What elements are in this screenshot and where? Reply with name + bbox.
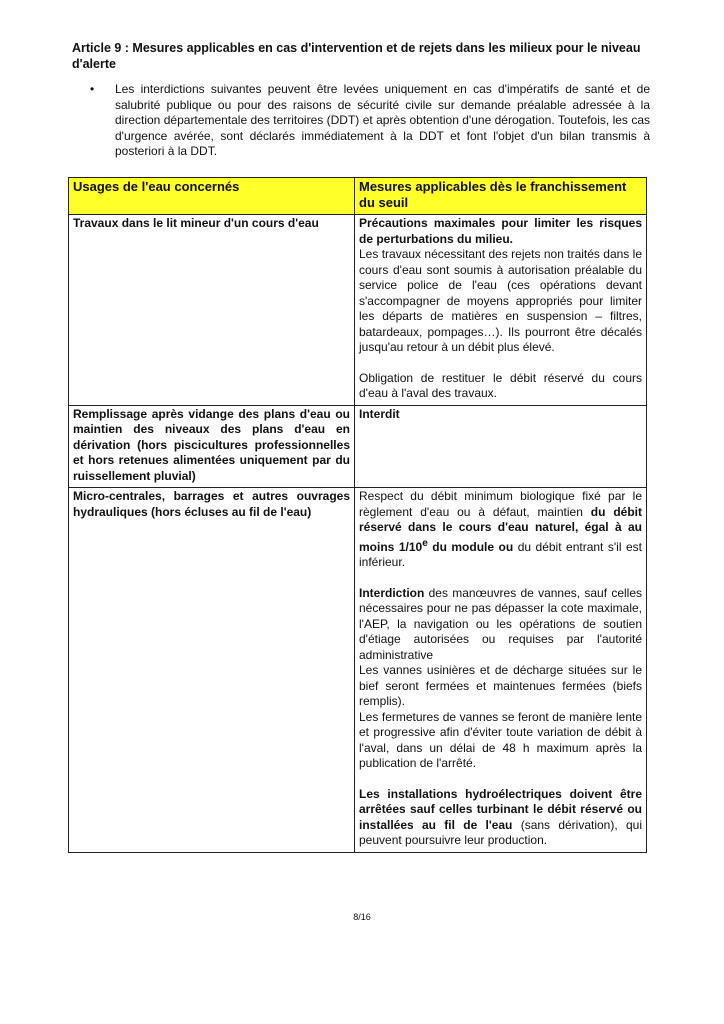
- measure-paragraph: [359, 489, 642, 571]
- measure-text: Les fermetures de vannes se feront de manière lente et progressive afin d'éviter toute variation de débit à l'aval, dans un délai de 48 h maximum après la publication de l'arrêté.: [359, 709, 642, 770]
- table-row: [69, 488, 647, 853]
- usage-cell: Micro-centrales, barrages et autres ouvrages hydrauliques (hors écluses au fil de l'eau): [69, 488, 355, 853]
- superscript: e: [422, 537, 428, 549]
- measure-text: Obligation de restituer le débit réservé du cours d'eau à l'aval des travaux.: [359, 370, 642, 400]
- measure-paragraph: [359, 787, 642, 849]
- measure-text: Les travaux nécessitant des rejets non traités dans le cours d'eau sont soumis à autorisation préalable du service police de l'eau (ces opérations devant s'accompagner de moyens appropriés pour limiter les départs de matières en suspension – filtres, batardeaux, pompages…). Ils pourront être décalés jusqu'au retour à un débit plus élevé.: [359, 247, 642, 354]
- measure-text: Les vannes usinières et de décharge situées sur le bief seront fermées et maintenues fermées (biefs remplis).: [359, 663, 642, 708]
- measure-text: des manœuvres de vannes, sauf celles nécessaires pour ne pas dépasser la cote maximale, l'AEP, la navigation ou les opérations de soutien d'étiage autorisées ou requises par l'autorité administrative: [359, 585, 642, 662]
- measure-text: Précautions maximales pour limiter les risques de perturbations du milieu.: [359, 216, 642, 246]
- intro-paragraph: [90, 82, 650, 160]
- table-row: [69, 405, 647, 488]
- usage-cell: Travaux dans le lit mineur d'un cours d'eau: [69, 215, 355, 406]
- measure-text: Interdit: [359, 406, 400, 421]
- header-mesures: Mesures applicables dès le franchissement du seuil: [355, 178, 647, 215]
- measure-text: Respect du débit minimum biologique fixé par le règlement d'eau ou à défaut, maintien: [359, 489, 642, 519]
- measure-text-bold: du module ou: [427, 539, 514, 554]
- measure-cell: [355, 488, 647, 853]
- measure-text-bold: du débit réservé dans le cours d'eau naturel, égal à au moins 1/10: [359, 504, 642, 554]
- measure-text: (sans dérivation), qui peuvent poursuivre leur production.: [359, 817, 642, 847]
- measure-text: du débit entrant s'il est inférieur.: [359, 539, 642, 569]
- measures-table: [68, 177, 647, 853]
- page-number: 8/16: [353, 912, 371, 922]
- table-row: [69, 215, 647, 406]
- measure-cell: [355, 215, 647, 406]
- measure-text-bold: Les installations hydroélectriques doivent être arrêtées sauf celles turbinant le débit réservé ou installées au fil de l'eau: [359, 786, 642, 832]
- measure-cell: [355, 405, 647, 488]
- table-header-row: [69, 178, 647, 215]
- usage-cell: Remplissage après vidange des plans d'eau ou maintien des niveaux des plans d'eau en dérivation (hors piscicultures professionnelles et hors retenues alimentées uniquement par du ruissellement pluvial): [69, 405, 355, 488]
- bullet-marker: •: [90, 82, 95, 96]
- header-usages: Usages de l'eau concernés: [69, 178, 355, 215]
- intro-text: Les interdictions suivantes peuvent être levées uniquement en cas d'impératifs de santé et de salubrité publique ou pour des raisons de sécurité civile sur demande préalable adressée à la direction départementale des territoires (DDT) et après obtention d'une dérogation. Toutefois, les cas d'urgence avérée, sont déclarés immédiatement à la DDT et font l'objet d'un bilan transmis à posteriori à la DDT.: [115, 82, 650, 158]
- article-title: Article 9 : Mesures applicables en cas d'intervention et de rejets dans les milieux pour le niveau d'alerte: [72, 41, 641, 71]
- measure-paragraph: [359, 586, 642, 664]
- measure-text-bold: Interdiction: [359, 585, 425, 600]
